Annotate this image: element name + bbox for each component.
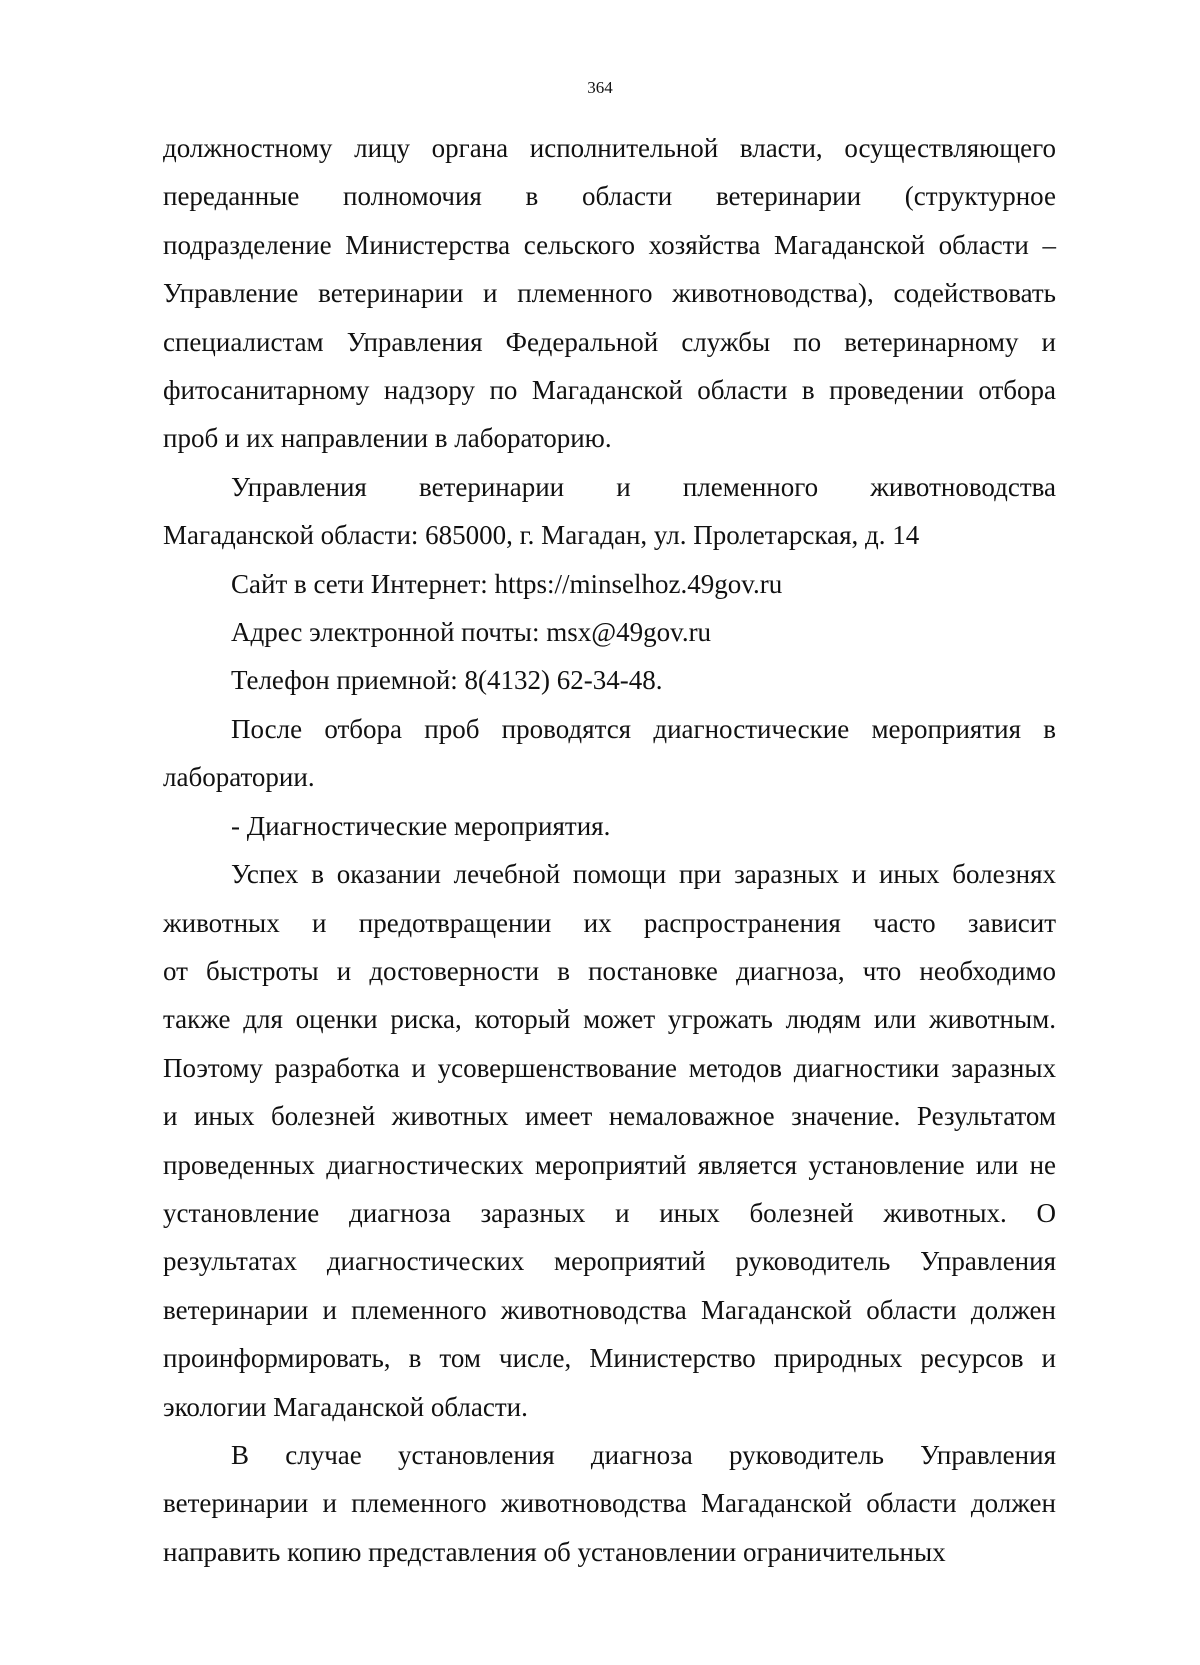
text-line: ветеринарии и племенного животноводства Магаданской области должен — [163, 1488, 1056, 1519]
text-line: Управление ветеринарии и племенного животноводства), содействовать — [163, 278, 1056, 309]
paragraph — [163, 656, 1056, 704]
paragraph — [163, 1431, 1056, 1576]
text-line: Магаданской области: 685000, г. Магадан, ул. Пролетарская, д. 14 — [163, 520, 920, 551]
text-line: фитосанитарному надзору по Магаданской области в проведении отбора — [163, 375, 1056, 406]
text-line: от быстроты и достоверности в постановке диагноза, что необходимо — [163, 955, 1056, 986]
text-line: лаборатории. — [163, 762, 315, 793]
text-line: проб и их направлении в лабораторию. — [163, 423, 612, 454]
text-line: результатах диагностических мероприятий руководитель Управления — [163, 1246, 1056, 1277]
text-line: животных и предотвращении их распространения часто зависит — [163, 907, 1056, 938]
text-line: Адрес электронной почты: msx@49gov.ru — [231, 617, 712, 648]
text-line: переданные полномочия в области ветеринарии (структурное — [163, 181, 1056, 212]
paragraph — [163, 802, 1056, 850]
paragraph — [163, 463, 1056, 560]
text-line: Сайт в сети Интернет: https://minselhoz.49gov.ru — [231, 568, 783, 599]
text-line: В случае установления диагноза руководитель Управления — [231, 1439, 1056, 1470]
text-line: и иных болезней животных имеет немаловажное значение. Результатом — [163, 1101, 1056, 1132]
paragraph — [163, 705, 1056, 802]
text-line: Успех в оказании лечебной помощи при заразных и иных болезнях — [231, 859, 1056, 890]
text-line: Поэтому разработка и усовершенствование методов диагностики заразных — [163, 1052, 1056, 1083]
text-line: Управления ветеринарии и племенного животноводства — [231, 471, 1056, 502]
text-line: установление диагноза заразных и иных болезней животных. О — [163, 1197, 1056, 1228]
document-body — [163, 124, 1056, 1576]
text-line: должностному лицу органа исполнительной власти, осуществляющего — [163, 133, 1056, 163]
text-line: проинформировать, в том числе, Министерство природных ресурсов и — [163, 1343, 1056, 1374]
text-line: ветеринарии и племенного животноводства Магаданской области должен — [163, 1294, 1056, 1325]
paragraph — [163, 124, 1056, 463]
text-line: специалистам Управления Федеральной службы по ветеринарному и — [163, 326, 1056, 357]
text-line: направить копию представления об установлении ограничительных — [163, 1536, 946, 1567]
text-line: После отбора проб проводятся диагностические мероприятия в — [231, 713, 1056, 744]
paragraph — [163, 608, 1056, 656]
text-line: подразделение Министерства сельского хозяйства Магаданской области – — [163, 229, 1056, 260]
page-number: 364 — [587, 78, 613, 97]
text-line: экологии Магаданской области. — [163, 1391, 528, 1422]
text-line: Телефон приемной: 8(4132) 62-34-48. — [231, 665, 663, 696]
paragraph — [163, 850, 1056, 1431]
text-line: проведенных диагностических мероприятий является установление или не — [163, 1149, 1056, 1180]
paragraph — [163, 560, 1056, 608]
text-line: - Диагностические мероприятия. — [231, 810, 611, 841]
text-line: также для оценки риска, который может угрожать людям или животным. — [163, 1004, 1056, 1035]
